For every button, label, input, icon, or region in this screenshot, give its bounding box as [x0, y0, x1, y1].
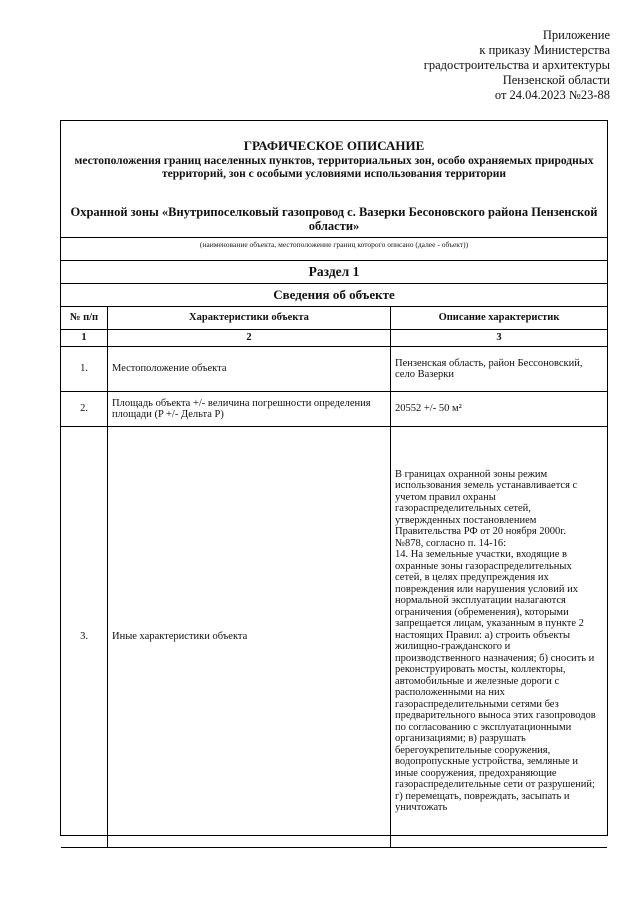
row-characteristic: Местоположение объекта — [108, 347, 391, 392]
appendix-line: градостроительства и архитектуры — [423, 58, 610, 72]
appendix-line: от 24.04.2023 №23-88 — [494, 88, 610, 102]
document-subtitle: местоположения границ населенных пунктов, территориальных зон, особо охраняемых природных территорий, зон с особыми условиями использования территории — [74, 155, 594, 180]
document-title: ГРАФИЧЕСКОЕ ОПИСАНИЕ — [243, 138, 425, 153]
table-row — [61, 392, 607, 427]
object-info-table — [61, 307, 607, 848]
row-number: 3. — [61, 427, 108, 848]
row-description-continued: 14. На земельные участки, входящие в охранные зоны газораспределительных сетей, в целях предупреждения их повреждения или нарушения условий их нормальной эксплуатации налагаются ограничения (обременения), которыми запрещается лицам, указанным в пункте 2 настоящих Правил: а) строить объекты жилищно-гражданского и производственного назначения; б) сносить и реконструировать мосты, коллекторы, автомобильные и железные дороги с расположенными на них газораспределительными сетями без предварительного выноса этих газопроводов по согласованию с эксплуатационными организациями; в) разрушать берегоукрепительные сооружения, водопропускные устройства, земляные и иные сооружения, предохраняющие газораспределительные сети от разрушений; г) перемещать, повреждать, засыпать и уничтожать — [395, 549, 596, 813]
row-characteristic: Площадь объекта +/- величина погрешности определения площади (P +/- Дельта P) — [108, 392, 391, 427]
row-number: 2. — [61, 392, 108, 427]
object-name-caption: (наименование объекта, местоположение границ которого описано (далее - объект)) — [61, 238, 607, 261]
column-number: 3 — [391, 330, 608, 347]
row-description: 20552 +/- 50 м² — [391, 392, 608, 427]
header-block — [61, 121, 607, 233]
section-title: Раздел 1 — [61, 261, 607, 284]
table-header-row — [61, 307, 607, 330]
appendix-line: к приказу Министерства — [479, 43, 610, 57]
table-row — [61, 347, 607, 392]
column-header-number: № п/п — [61, 307, 108, 330]
appendix-line: Приложение — [542, 28, 610, 42]
row-description-intro: В границах охранной зоны режим использования земель устанавливается с учетом правил охраны газораспределительных сетей, утвержденных постановлением Правительства РФ от 20 ноября 2000г. №878, согласно п. 14-16: — [395, 468, 578, 549]
row-description — [391, 427, 608, 848]
column-header-characteristic: Характеристики объекта — [108, 307, 391, 330]
object-name: Охранной зоны «Внутрипоселковый газопровод с. Вазерки Бесоновского района Пензенской области» — [70, 205, 598, 233]
row-characteristic: Иные характеристики объекта — [108, 427, 391, 848]
document-frame — [60, 120, 608, 836]
column-number-row — [61, 330, 607, 347]
table-row — [61, 427, 607, 848]
section-subtitle: Сведения об объекте — [61, 284, 607, 307]
row-description: Пензенская область, район Бессоновский, село Вазерки — [391, 347, 608, 392]
column-number: 1 — [61, 330, 108, 347]
appendix-line: Пензенской области — [502, 73, 610, 87]
row-number: 1. — [61, 347, 108, 392]
column-header-description: Описание характеристик — [391, 307, 608, 330]
column-number: 2 — [108, 330, 391, 347]
appendix-block — [290, 28, 610, 103]
